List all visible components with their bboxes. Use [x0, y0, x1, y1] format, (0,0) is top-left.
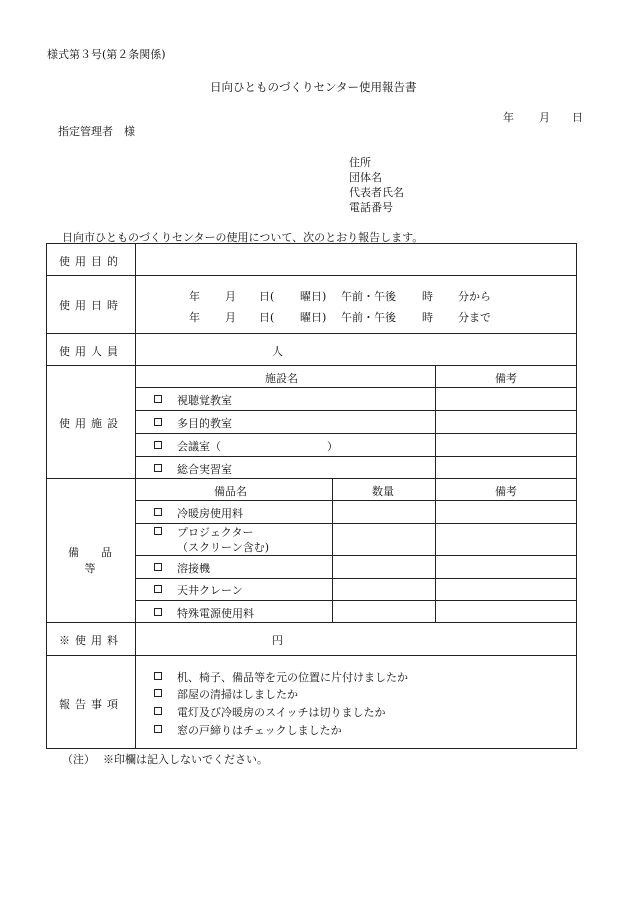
purpose-label: 使用目的	[59, 255, 123, 268]
address-label: 住所	[349, 156, 371, 169]
checkbox[interactable]	[154, 725, 162, 733]
equipment-item: プロジェクター	[177, 526, 254, 539]
row-divider	[135, 387, 576, 388]
report-item: 机、椅子、備品等を元の位置に片付けましたか	[177, 671, 408, 684]
row-divider	[47, 333, 576, 334]
form-number: 様式第３号(第２条関係)	[47, 48, 166, 61]
row-divider	[47, 365, 576, 366]
form-title: 日向ひとものづくりセンター使用報告書	[210, 80, 417, 94]
row-divider	[135, 578, 576, 579]
checkbox[interactable]	[154, 563, 162, 571]
checkbox[interactable]	[154, 608, 162, 616]
equipment-item: 特殊電源使用料	[177, 607, 254, 620]
datetime-month: 月	[225, 290, 236, 303]
facility-item: 多目的教室	[177, 417, 232, 430]
datetime-month: 月	[225, 311, 236, 324]
people-label: 使用人員	[59, 345, 123, 358]
row-divider	[135, 500, 576, 501]
facility-remarks-header: 備考	[495, 372, 517, 385]
checkbox[interactable]	[154, 395, 162, 403]
facility-item: 会議室（	[177, 440, 221, 453]
date-month: 月	[539, 111, 550, 124]
checkbox[interactable]	[154, 508, 162, 516]
facility-close-paren: ）	[327, 440, 338, 453]
equipment-remarks-header: 備考	[495, 485, 517, 498]
checkbox[interactable]	[154, 707, 162, 715]
checkbox[interactable]	[154, 689, 162, 697]
report-form-table	[46, 243, 577, 749]
row-divider	[135, 433, 576, 434]
datetime-year: 年	[189, 311, 200, 324]
equipment-label: 備品等	[68, 546, 134, 575]
equipment-item: 溶接機	[177, 562, 210, 575]
report-item: 部屋の清掃はしましたか	[177, 688, 298, 701]
column-divider	[332, 478, 333, 622]
checkbox[interactable]	[154, 672, 162, 680]
addressee: 指定管理者 様	[58, 125, 135, 138]
equipment-item: 冷暖房使用料	[177, 507, 243, 520]
note-label: （注）	[62, 753, 95, 766]
datetime-hour: 時	[422, 311, 433, 324]
phone-label: 電話番号	[349, 201, 393, 214]
datetime-weekday: 曜日)	[300, 311, 327, 324]
row-divider	[135, 456, 576, 457]
fee-unit: 円	[272, 634, 283, 647]
datetime-ampm: 午前・午後	[341, 311, 396, 324]
datetime-from: 分から	[458, 290, 491, 303]
date-year: 年	[503, 111, 514, 124]
checkbox[interactable]	[154, 441, 162, 449]
date-day: 日	[572, 111, 583, 124]
label-column-divider	[135, 244, 136, 748]
representative-label: 代表者氏名	[349, 186, 404, 199]
row-divider	[47, 655, 576, 656]
equipment-item-note: （スクリーン含む)	[177, 541, 270, 554]
row-divider	[135, 600, 576, 601]
datetime-day: 日(	[259, 311, 275, 324]
datetime-ampm: 午前・午後	[341, 290, 396, 303]
column-divider	[435, 365, 436, 478]
facility-name-header: 施設名	[265, 372, 298, 385]
report-item: 電灯及び冷暖房のスイッチは切りましたか	[177, 706, 386, 719]
row-divider	[47, 275, 576, 276]
group-name-label: 団体名	[349, 171, 382, 184]
datetime-hour: 時	[422, 290, 433, 303]
facility-item: 視聴覚教室	[177, 394, 232, 407]
equipment-qty-header: 数量	[372, 485, 394, 498]
datetime-weekday: 曜日)	[300, 290, 327, 303]
people-unit: 人	[272, 345, 283, 358]
checkbox[interactable]	[154, 585, 162, 593]
row-divider	[135, 410, 576, 411]
datetime-day: 日(	[259, 290, 275, 303]
facility-item: 総合実習室	[177, 463, 232, 476]
facility-label: 使用施設	[59, 417, 123, 430]
report-item: 窓の戸締りはチェックしましたか	[177, 724, 342, 737]
checkbox[interactable]	[154, 464, 162, 472]
checkbox[interactable]	[154, 527, 162, 535]
datetime-label: 使用日時	[59, 299, 123, 312]
row-divider	[135, 555, 576, 556]
row-divider	[47, 622, 576, 623]
equipment-name-header: 備品名	[214, 485, 247, 498]
datetime-until: 分まで	[458, 311, 491, 324]
intro-text: 日向市ひとものづくりセンターの使用について、次のとおり報告します。	[62, 231, 424, 244]
fee-label: ※使用料	[59, 634, 123, 647]
row-divider	[47, 478, 576, 479]
checkbox[interactable]	[154, 418, 162, 426]
column-divider	[435, 478, 436, 622]
report-label: 報告事項	[59, 698, 123, 711]
equipment-item: 天井クレーン	[177, 584, 243, 597]
datetime-year: 年	[189, 290, 200, 303]
note-text: ※印欄は記入しないでください。	[103, 753, 268, 766]
